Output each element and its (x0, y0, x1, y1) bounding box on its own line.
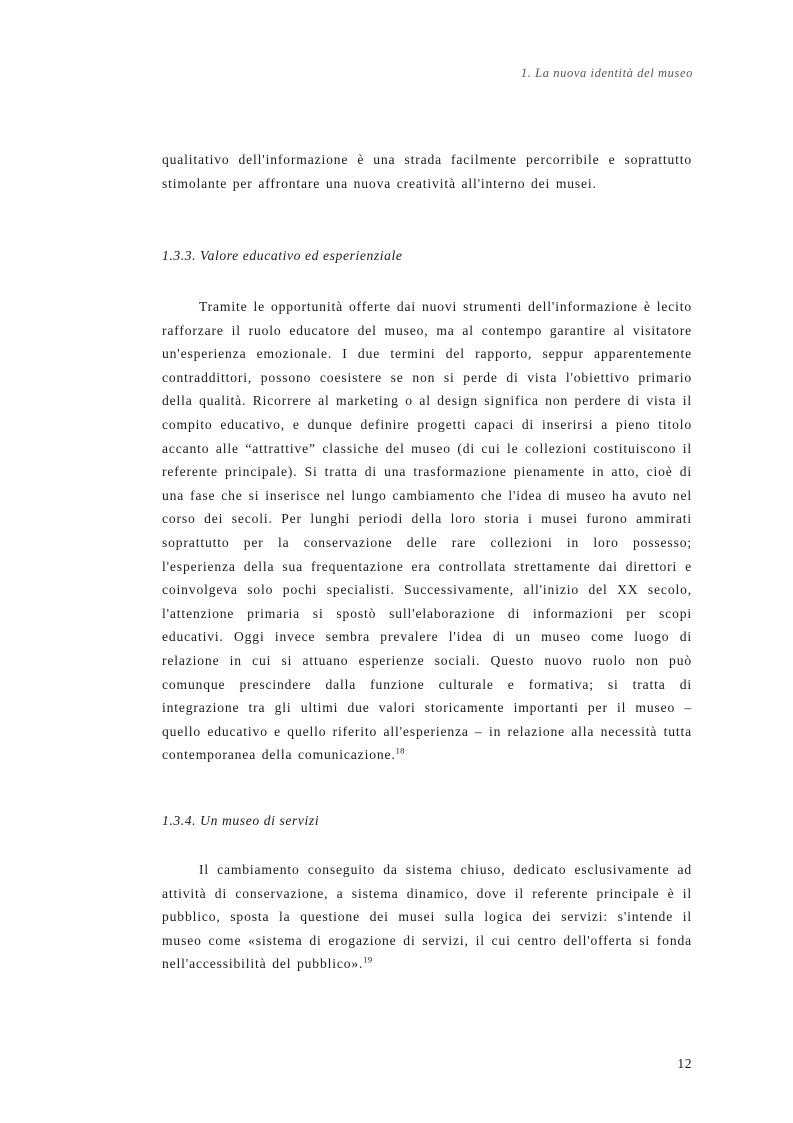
footnote-ref-19: 19 (363, 954, 373, 965)
running-header: 1. La nuova identità del museo (520, 66, 693, 80)
paragraph-museo-di-servizi (162, 858, 692, 976)
paragraph-text: Il cambiamento conseguito da sistema chiuso, dedicato esclusivamente ad attività di conservazione, a sistema dinamico, dove il referente principale è il pubblico, sposta la questione dei musei sulla logica dei servizi: s'intende il museo come «sistema di erogazione di servizi, il cui centro dell'offerta si fonda nell'accessibilità del pubblico». (162, 862, 692, 972)
section-heading-1-3-3: 1.3.3. Valore educativo ed esperienziale (162, 248, 403, 263)
paragraph-valore-educativo (162, 295, 692, 767)
page-number: 12 (677, 1056, 692, 1071)
footnote-ref-18: 18 (395, 745, 405, 756)
paragraph-text: Tramite le opportunità offerte dai nuovi strumenti dell'informazione è lecito rafforzare il ruolo educatore del museo, ma al contempo garantire al visitatore un'esperienza emozionale. I due termini del rapporto, seppur apparentemente contraddittori, possono coesistere se non si perde di vista l'obiettivo primario della qualità. Ricorrere al marketing o al design significa non perdere di vista il compito educativo, e dunque definire progetti capaci di inserirsi a pieno titolo accanto alle “attrattive” classiche del museo (di cui le collezioni costituiscono il referente principale). Si tratta di una trasformazione pienamente in atto, cioè di una fase che si inserisce nel lungo cambiamento che l'idea di museo ha avuto nel corso dei secoli. Per lunghi periodi della loro storia i musei furono ammirati soprattutto per la conservazione delle rare collezioni in loro possesso; l'esperienza della sua frequentazione era controllata strettamente dai direttori e coinvolgeva solo pochi specialisti. Successivamente, all'inizio del XX secolo, l'attenzione primaria si spostò sull'elaborazione di informazioni per scopi educativi. Oggi invece sembra prevalere l'idea di un museo come luogo di relazione in cui si attuano esperienze sociali. Questo nuovo ruolo non può comunque prescindere dalla funzione culturale e formativa; si tratta di integrazione tra gli ultimi due valori storicamente importanti per il museo – quello educativo e quello riferito all'esperienza – in relazione alla necessità tutta contemporanea della comunicazione. (162, 299, 692, 763)
continuation-paragraph: qualitativo dell'informazione è una strada facilmente percorribile e soprattutto stimolante per affrontare una nuova creatività all'interno dei musei. (162, 152, 692, 191)
section-heading-1-3-4: 1.3.4. Un museo di servizi (162, 813, 320, 828)
